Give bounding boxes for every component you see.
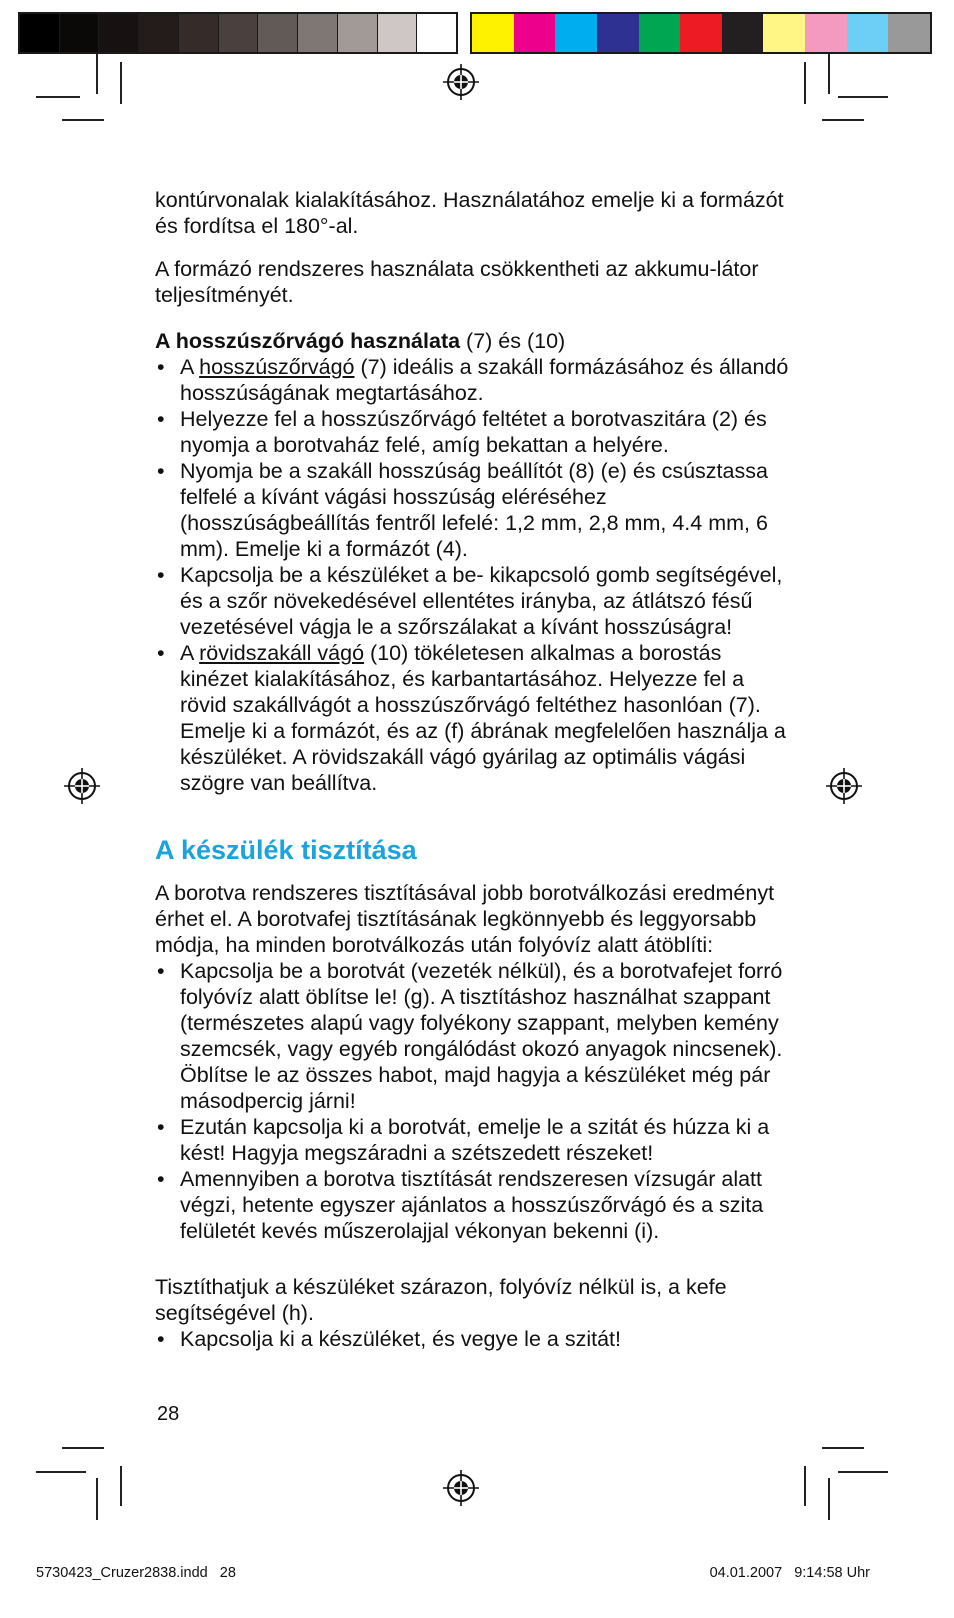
crop-mark <box>822 119 864 121</box>
long-trimmer-term: hosszúszőrvágó <box>199 355 355 379</box>
cleaning-list <box>155 958 795 1244</box>
crop-mark <box>120 62 122 104</box>
color-swatch <box>639 14 681 52</box>
color-swatch <box>805 14 847 52</box>
registration-mark-icon <box>826 768 862 804</box>
grayscale-color-bar <box>18 12 458 54</box>
footer-file-info: 5730423_Cruzer2838.indd 28 <box>36 1565 236 1581</box>
color-swatch <box>597 14 639 52</box>
crop-mark <box>804 1466 806 1506</box>
registration-mark-icon <box>64 768 100 804</box>
color-swatch <box>219 14 259 52</box>
list-item: • Amennyiben a borotva tisztítását rendszeresen vízsugár alatt végzi, hetente egyszer ajánlatos a hosszúszőrvágó és a szita felületét kevés műszerolajjal vékonyan bekenni (i). <box>155 1166 795 1244</box>
crop-mark <box>62 119 104 121</box>
page-number: 28 <box>157 1403 180 1425</box>
color-swatch <box>258 14 298 52</box>
registration-mark-icon <box>443 64 479 100</box>
cmyk-color-bar <box>470 12 932 54</box>
page-content <box>155 187 795 1352</box>
color-swatch <box>514 14 556 52</box>
color-swatch <box>179 14 219 52</box>
cleaning-section-title: A készülék tisztítása <box>155 835 417 865</box>
crop-mark <box>120 1466 122 1506</box>
color-swatch <box>555 14 597 52</box>
footer-timestamp: 04.01.2007 9:14:58 Uhr <box>709 1565 870 1581</box>
list-item: • Nyomja be a szakáll hosszúság beállítót (8) (e) és csúsztassa felfelé a kívánt vágási hosszúság eléréséhez (hosszúságbeállítás fentről lefelé: 1,2 mm, 2,8 mm, 4.4 mm, 6 mm). Emelje ki a formázót (4). <box>155 458 795 562</box>
list-item-text: (7) ideális a szakáll formázásához és állandó hosszúságának megtartásához. <box>180 355 789 405</box>
long-trimmer-heading <box>155 328 795 354</box>
dry-cleaning-list <box>155 1326 795 1352</box>
list-item: • Kapcsolja be a készüléket a be- kikapcsoló gomb segítségével, és a szőr növekedésével ellentétes irányba, az átlátszó fésű vezetésével vágja le a szőrszálakat a kívánt hosszúságra! <box>155 562 795 640</box>
color-swatch <box>338 14 378 52</box>
color-swatch <box>60 14 100 52</box>
color-swatch <box>472 14 514 52</box>
intro-paragraph: A formázó rendszeres használata csökkentheti az akkumu-látor teljesítményét. <box>155 257 759 307</box>
list-item: • Kapcsolja ki a készüléket, és vegye le a szitát! <box>155 1326 795 1352</box>
crop-mark <box>828 1478 830 1520</box>
color-swatch <box>722 14 764 52</box>
color-swatch <box>99 14 139 52</box>
long-trimmer-heading-ref: (7) és (10) <box>460 329 566 353</box>
crop-mark <box>838 1471 888 1473</box>
color-swatch <box>763 14 805 52</box>
crop-mark <box>96 1478 98 1520</box>
crop-mark <box>822 1447 864 1449</box>
crop-mark <box>36 96 80 98</box>
list-item-text: A <box>180 641 200 665</box>
color-swatch <box>298 14 338 52</box>
color-swatch <box>888 14 930 52</box>
color-swatch <box>378 14 418 52</box>
crop-mark <box>838 96 888 98</box>
registration-mark-icon <box>443 1470 479 1506</box>
color-swatch <box>680 14 722 52</box>
dry-cleaning-paragraph: Tisztíthatjuk a készüléket szárazon, folyóvíz nélkül is, a kefe segítségével (h). <box>155 1275 727 1325</box>
color-swatch <box>417 14 456 52</box>
crop-mark <box>804 62 806 104</box>
color-swatch <box>847 14 889 52</box>
color-swatch <box>20 14 60 52</box>
long-trimmer-heading-label: A hosszúszőrvágó használata <box>155 329 461 353</box>
cleaning-intro: A borotva rendszeres tisztításával jobb borotválkozási eredményt érhet el. A borotvafej tisztításának legkönnyebb és leggyorsabb módja, ha minden borotválkozás után folyóvíz alatt átöblíti: <box>155 881 775 957</box>
long-trimmer-list <box>155 354 795 796</box>
list-item <box>155 640 795 796</box>
list-item: • Kapcsolja be a borotvát (vezeték nélkül), és a borotvafejet forró folyóvíz alatt öblítse le! (g). A tisztításhoz használhat szappant (természetes alapú vagy folyékony szappant, melyben kemény szemcsék, vagy egyéb rongálódást okozó anyagok nincsenek). Öblítse le az összes habot, majd hagyja a készüléket még pár másodpercig járni! <box>155 958 795 1114</box>
crop-mark <box>96 54 98 94</box>
list-item: • Helyezze fel a hosszúszőrvágó feltétet a borotvaszitára (2) és nyomja a borotvaház felé, amíg bekattan a helyére. <box>155 406 795 458</box>
crop-mark <box>828 54 830 94</box>
crop-mark <box>62 1447 104 1449</box>
crop-mark <box>36 1471 86 1473</box>
list-item <box>155 354 795 406</box>
list-item: • Ezután kapcsolja ki a borotvát, emelje le a szitát és húzza ki a kést! Hagyja megszáradni a szétszedett részeket! <box>155 1114 795 1166</box>
list-item-text: (10) tökéletesen alkalmas a borostás kinézet kialakításához, és karbantartásához. Helyezze fel a rövid szakállvágót a hosszúszőrvágó feltéthez hasonlóan (7). Emelje ki a formázót, és az (f) ábrának megfelelően használja a készüléket. A rövidszakáll vágó gyárilag az optimális vágási szögre van beállítva. <box>180 641 786 795</box>
intro-paragraph: kontúrvonalak kialakításához. Használatához emelje ki a formázót és fordítsa el 180°-al. <box>155 188 784 238</box>
list-item-text: A <box>180 355 200 379</box>
short-trimmer-term: rövidszakáll vágó <box>199 641 365 665</box>
color-swatch <box>139 14 179 52</box>
